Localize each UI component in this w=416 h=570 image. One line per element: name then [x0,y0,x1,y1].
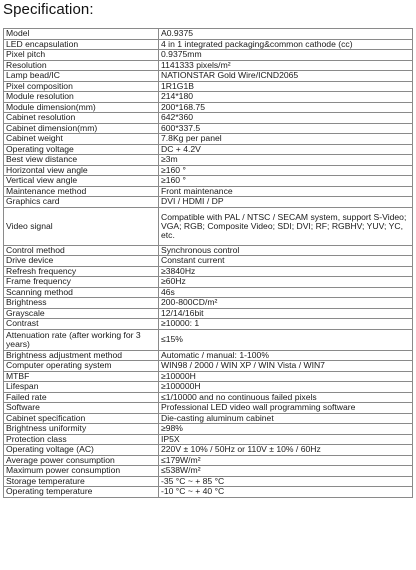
spec-label: Computer operating system [4,361,159,372]
spec-value: Die-casting aluminum cabinet [159,413,413,424]
table-row [4,197,413,208]
spec-label: Pixel pitch [4,50,159,61]
spec-label: Best view distance [4,155,159,166]
table-row [4,319,413,330]
table-row [4,92,413,103]
table-row [4,413,413,424]
table-row [4,308,413,319]
table-row [4,102,413,113]
table-row [4,392,413,403]
spec-label: Frame frequency [4,277,159,288]
table-row [4,298,413,309]
table-row [4,266,413,277]
spec-value: 642*360 [159,113,413,124]
spec-label: Module resolution [4,92,159,103]
table-row [4,382,413,393]
spec-label: Maximum power consumption [4,466,159,477]
table-row [4,245,413,256]
table-row [4,123,413,134]
spec-value: NATIONSTAR Gold Wire/ICND2065 [159,71,413,82]
spec-value: Constant current [159,256,413,267]
table-row [4,39,413,50]
spec-value: WIN98 / 2000 / WIN XP / WIN Vista / WIN7 [159,361,413,372]
table-row [4,256,413,267]
spec-label: Contrast [4,319,159,330]
table-row [4,144,413,155]
spec-value: 220V ± 10% / 50Hz or 110V ± 10% / 60Hz [159,445,413,456]
spec-label: Model [4,29,159,40]
table-row [4,371,413,382]
spec-table-body [4,29,413,498]
page-title: Specification: [3,1,94,18]
table-row [4,81,413,92]
spec-value: ≥98% [159,424,413,435]
spec-value: ≤179W/m² [159,455,413,466]
spec-label: Cabinet dimension(mm) [4,123,159,134]
spec-value: ≥100000H [159,382,413,393]
table-row [4,29,413,40]
table-row [4,424,413,435]
spec-label: Lamp bead/IC [4,71,159,82]
table-row [4,71,413,82]
spec-label: Average power consumption [4,455,159,466]
spec-value: DVI / HDMI / DP [159,197,413,208]
spec-label: Failed rate [4,392,159,403]
spec-value: Synchronous control [159,245,413,256]
table-row [4,487,413,498]
table-row [4,287,413,298]
spec-label: MTBF [4,371,159,382]
spec-label: Maintenance method [4,186,159,197]
spec-label: Brightness adjustment method [4,350,159,361]
spec-label: Control method [4,245,159,256]
spec-value: IP5X [159,434,413,445]
spec-label: Operating voltage (AC) [4,445,159,456]
spec-label: Pixel composition [4,81,159,92]
spec-value: 0.9375mm [159,50,413,61]
table-row [4,176,413,187]
spec-label: Vertical view angle [4,176,159,187]
spec-value: 200-800CD/m² [159,298,413,309]
spec-value: Front maintenance [159,186,413,197]
table-row [4,466,413,477]
spec-value: ≥3m [159,155,413,166]
spec-label: Lifespan [4,382,159,393]
spec-label: Refresh frequency [4,266,159,277]
spec-value: ≥60Hz [159,277,413,288]
spec-label: Software [4,403,159,414]
spec-value: Professional LED video wall programming software [159,403,413,414]
table-row [4,113,413,124]
spec-value: 214*180 [159,92,413,103]
spec-value: 200*168.75 [159,102,413,113]
spec-value: ≥10000: 1 [159,319,413,330]
spec-label: Operating voltage [4,144,159,155]
spec-value: DC + 4.2V [159,144,413,155]
spec-label: Graphics card [4,197,159,208]
spec-label: Video signal [4,207,159,245]
spec-label: Resolution [4,60,159,71]
spec-value: 1141333 pixels/m² [159,60,413,71]
spec-value: 7.8Kg per panel [159,134,413,145]
spec-value: Compatible with PAL / NTSC / SECAM system, support S-Video; VGA; RGB; Composite Video; SDI; DVI; RF; RGBHV; YUV; YC, etc. [159,207,413,245]
spec-value: Automatic / manual: 1-100% [159,350,413,361]
spec-value: ≥160 ° [159,165,413,176]
spec-label: Cabinet resolution [4,113,159,124]
spec-label: Protection class [4,434,159,445]
table-row [4,277,413,288]
table-row [4,434,413,445]
spec-label: Module dimension(mm) [4,102,159,113]
table-row [4,165,413,176]
spec-label: Scanning method [4,287,159,298]
spec-label: Grayscale [4,308,159,319]
table-row [4,155,413,166]
spec-label: Cabinet weight [4,134,159,145]
spec-value: ≥3840Hz [159,266,413,277]
table-row [4,455,413,466]
table-row [4,207,413,245]
spec-label: Cabinet specification [4,413,159,424]
spec-value: 1R1G1B [159,81,413,92]
spec-value: 600*337.5 [159,123,413,134]
spec-label: Horizontal view angle [4,165,159,176]
spec-value: ≤15% [159,329,413,350]
table-row [4,445,413,456]
spec-label: Brightness [4,298,159,309]
spec-value: 4 in 1 integrated packaging&common cathode (cc) [159,39,413,50]
spec-value: 12/14/16bit [159,308,413,319]
spec-label: Operating temperature [4,487,159,498]
spec-label: Drive device [4,256,159,267]
table-row [4,50,413,61]
spec-value: ≥10000H [159,371,413,382]
table-row [4,134,413,145]
table-row [4,186,413,197]
spec-table [3,28,413,498]
spec-value: ≤538W/m² [159,466,413,477]
spec-label: Brightness uniformity [4,424,159,435]
table-row [4,403,413,414]
spec-value: ≥160 ° [159,176,413,187]
spec-value: 46s [159,287,413,298]
table-row [4,60,413,71]
spec-value: ≤1/10000 and no continuous failed pixels [159,392,413,403]
spec-value: -35 °C ~ + 85 °C [159,476,413,487]
table-row [4,329,413,350]
spec-label: LED encapsulation [4,39,159,50]
table-row [4,361,413,372]
spec-label: Attenuation rate (after working for 3 years) [4,329,159,350]
table-row [4,350,413,361]
spec-label: Storage temperature [4,476,159,487]
table-row [4,476,413,487]
spec-value: -10 °C ~ + 40 °C [159,487,413,498]
spec-value: A0.9375 [159,29,413,40]
